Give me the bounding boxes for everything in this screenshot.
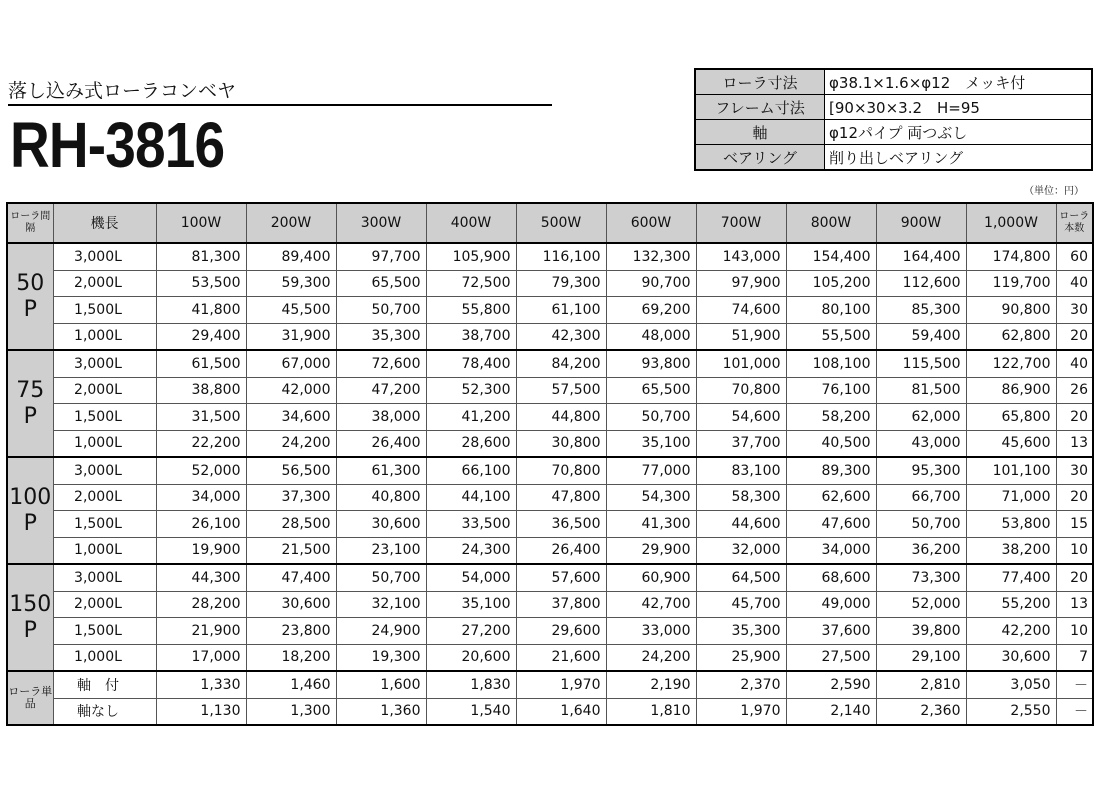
model-number: RH-3816 [10,109,225,181]
price-cell: 164,400 [876,243,966,270]
price-cell: 45,600 [966,430,1056,457]
table-row [7,270,1093,297]
price-cell: 66,100 [426,457,516,484]
roller-count-cell: 10 [1056,618,1093,645]
price-cell: 26,100 [156,511,246,538]
price-cell: 44,300 [156,564,246,591]
price-cell: 29,600 [516,618,606,645]
header-width: 300W [336,203,426,243]
roller-count-cell: 15 [1056,511,1093,538]
table-row [7,511,1093,538]
price-cell: 50,700 [606,404,696,431]
price-cell: 32,000 [696,537,786,564]
table-row [7,591,1093,618]
price-cell: 20,600 [426,644,516,671]
unit-note: （単位：円） [1024,186,1084,197]
price-cell: 97,900 [696,270,786,297]
price-cell: 97,700 [336,243,426,270]
price-cell: 33,500 [426,511,516,538]
roller-count-cell: 20 [1056,564,1093,591]
pitch-label: 100 P [7,457,53,564]
table-row [7,297,1093,324]
header-roller-count: ローラ本数 [1056,203,1093,243]
roller-count-cell: 26 [1056,377,1093,404]
price-cell: 44,600 [696,511,786,538]
price-cell: 29,400 [156,323,246,350]
price-cell: 154,400 [786,243,876,270]
price-cell: 42,000 [246,377,336,404]
price-cell: 115,500 [876,350,966,377]
length-cell: 1,500L [53,511,156,538]
length-cell: 1,000L [53,430,156,457]
price-cell: 84,200 [516,350,606,377]
price-cell: 43,000 [876,430,966,457]
roller-count-cell: 40 [1056,350,1093,377]
price-cell: 35,100 [426,591,516,618]
price-cell: 37,300 [246,484,336,511]
price-cell: 70,800 [696,377,786,404]
length-cell: 3,000L [53,564,156,591]
header-width: 100W [156,203,246,243]
price-cell: 77,000 [606,457,696,484]
title-rule [8,104,552,106]
price-cell: 1,970 [696,698,786,725]
price-cell: 2,810 [876,671,966,698]
price-cell: 1,360 [336,698,426,725]
price-cell: 67,000 [246,350,336,377]
price-table [6,202,1094,726]
table-row [7,698,1093,725]
price-cell: 23,100 [336,537,426,564]
price-cell: 21,600 [516,644,606,671]
price-cell: 65,500 [606,377,696,404]
price-cell: 47,200 [336,377,426,404]
price-cell: 2,190 [606,671,696,698]
price-cell: 122,700 [966,350,1056,377]
price-cell: 41,200 [426,404,516,431]
price-cell: 1,970 [516,671,606,698]
price-cell: 38,000 [336,404,426,431]
price-cell: 62,800 [966,323,1056,350]
price-cell: 59,300 [246,270,336,297]
price-cell: 71,000 [966,484,1056,511]
price-cell: 34,000 [786,537,876,564]
price-cell: 101,000 [696,350,786,377]
price-cell: 34,000 [156,484,246,511]
price-cell: 49,000 [786,591,876,618]
price-cell: 35,300 [336,323,426,350]
length-cell: 2,000L [53,270,156,297]
price-cell: 30,600 [246,591,336,618]
price-cell: 68,600 [786,564,876,591]
price-cell: 19,300 [336,644,426,671]
spec-key: ベアリング [695,145,825,171]
price-cell: 51,900 [696,323,786,350]
price-cell: 37,600 [786,618,876,645]
price-cell: 90,700 [606,270,696,297]
table-row [7,537,1093,564]
roller-count-cell: 30 [1056,297,1093,324]
price-cell: 105,900 [426,243,516,270]
price-cell: 1,830 [426,671,516,698]
price-cell: 25,900 [696,644,786,671]
price-cell: 37,800 [516,591,606,618]
price-cell: 80,100 [786,297,876,324]
table-row [7,430,1093,457]
table-row [7,618,1093,645]
price-cell: 86,900 [966,377,1056,404]
header-length: 機長 [53,203,156,243]
roller-count-cell: 13 [1056,430,1093,457]
spec-value: φ12パイプ 両つぶし [825,120,1093,145]
price-cell: 37,700 [696,430,786,457]
header-width: 700W [696,203,786,243]
price-cell: 36,500 [516,511,606,538]
roller-count-cell: 30 [1056,457,1093,484]
price-cell: 36,200 [876,537,966,564]
price-cell: 21,500 [246,537,336,564]
length-cell: 2,000L [53,377,156,404]
header-width: 200W [246,203,336,243]
price-cell: 52,000 [876,591,966,618]
price-cell: 65,500 [336,270,426,297]
price-cell: 81,300 [156,243,246,270]
price-cell: 1,600 [336,671,426,698]
roller-count-cell: 10 [1056,537,1093,564]
price-cell: 41,800 [156,297,246,324]
length-cell: 2,000L [53,484,156,511]
price-cell: 72,600 [336,350,426,377]
spec-value: [90×30×3.2 H=95 [825,95,1093,120]
price-cell: 60,900 [606,564,696,591]
spec-key: フレーム寸法 [695,95,825,120]
price-cell: 47,400 [246,564,336,591]
price-table-header [7,203,1093,243]
price-cell: 52,000 [156,457,246,484]
price-cell: 79,300 [516,270,606,297]
price-cell: 76,100 [786,377,876,404]
price-cell: 62,600 [786,484,876,511]
price-cell: 24,200 [606,644,696,671]
price-cell: 61,100 [516,297,606,324]
length-cell: 1,500L [53,618,156,645]
price-cell: 50,700 [336,297,426,324]
price-cell: 27,200 [426,618,516,645]
table-row [7,564,1093,591]
price-cell: 45,700 [696,591,786,618]
price-cell: 22,200 [156,430,246,457]
price-cell: 2,140 [786,698,876,725]
price-cell: 132,300 [606,243,696,270]
length-cell: 軸 付 [53,671,156,698]
roller-count-cell: 20 [1056,323,1093,350]
pitch-label: ローラ単品 [7,671,53,725]
price-cell: 54,600 [696,404,786,431]
header-width: 900W [876,203,966,243]
price-cell: 89,300 [786,457,876,484]
price-cell: 40,800 [336,484,426,511]
price-cell: 143,000 [696,243,786,270]
header-width: 400W [426,203,516,243]
price-cell: 116,100 [516,243,606,270]
price-cell: 56,500 [246,457,336,484]
table-row [7,323,1093,350]
roller-count-cell: － [1056,698,1093,725]
price-cell: 57,500 [516,377,606,404]
table-row [7,644,1093,671]
price-cell: 28,500 [246,511,336,538]
price-cell: 3,050 [966,671,1056,698]
price-cell: 50,700 [336,564,426,591]
roller-count-cell: 20 [1056,404,1093,431]
price-cell: 93,800 [606,350,696,377]
price-cell: 108,100 [786,350,876,377]
price-cell: 19,900 [156,537,246,564]
table-row [7,377,1093,404]
price-cell: 38,700 [426,323,516,350]
price-cell: 65,800 [966,404,1056,431]
price-cell: 47,800 [516,484,606,511]
header-width: 1,000W [966,203,1056,243]
price-cell: 53,800 [966,511,1056,538]
price-cell: 38,800 [156,377,246,404]
price-cell: 23,800 [246,618,336,645]
price-cell: 69,200 [606,297,696,324]
price-cell: 119,700 [966,270,1056,297]
price-cell: 34,600 [246,404,336,431]
price-cell: 50,700 [876,511,966,538]
price-cell: 28,200 [156,591,246,618]
price-cell: 27,500 [786,644,876,671]
price-cell: 95,300 [876,457,966,484]
spec-row [695,95,1092,120]
table-row [7,484,1093,511]
spec-table [694,68,1093,171]
length-cell: 1,000L [53,323,156,350]
price-cell: 77,400 [966,564,1056,591]
price-cell: 105,200 [786,270,876,297]
price-cell: 55,200 [966,591,1056,618]
price-cell: 2,360 [876,698,966,725]
price-cell: 21,900 [156,618,246,645]
price-cell: 54,300 [606,484,696,511]
header-width: 500W [516,203,606,243]
price-cell: 40,500 [786,430,876,457]
spec-value: 削り出しベアリング [825,145,1093,171]
price-cell: 62,000 [876,404,966,431]
price-cell: 1,330 [156,671,246,698]
price-cell: 44,100 [426,484,516,511]
price-cell: 39,800 [876,618,966,645]
price-cell: 72,500 [426,270,516,297]
roller-count-cell: 7 [1056,644,1093,671]
catalog-subtitle: 落し込み式ローラコンベヤ [8,80,237,102]
length-cell: 軸なし [53,698,156,725]
price-cell: 66,700 [876,484,966,511]
price-cell: 59,400 [876,323,966,350]
roller-count-cell: 40 [1056,270,1093,297]
table-row [7,243,1093,270]
price-cell: 29,900 [606,537,696,564]
price-cell: 52,300 [426,377,516,404]
pitch-label: 50 P [7,243,53,350]
price-cell: 90,800 [966,297,1056,324]
price-cell: 53,500 [156,270,246,297]
length-cell: 3,000L [53,457,156,484]
price-cell: 18,200 [246,644,336,671]
spec-row [695,120,1092,145]
roller-count-cell: 13 [1056,591,1093,618]
price-cell: 35,300 [696,618,786,645]
price-cell: 45,500 [246,297,336,324]
price-cell: 32,100 [336,591,426,618]
price-cell: 42,700 [606,591,696,618]
price-cell: 2,550 [966,698,1056,725]
roller-count-cell: － [1056,671,1093,698]
price-cell: 1,540 [426,698,516,725]
price-cell: 2,590 [786,671,876,698]
price-cell: 30,800 [516,430,606,457]
price-cell: 174,800 [966,243,1056,270]
price-cell: 42,300 [516,323,606,350]
pitch-label: 150 P [7,564,53,671]
price-cell: 26,400 [336,430,426,457]
length-cell: 3,000L [53,350,156,377]
length-cell: 2,000L [53,591,156,618]
length-cell: 3,000L [53,243,156,270]
price-cell: 29,100 [876,644,966,671]
price-cell: 44,800 [516,404,606,431]
header-roller-pitch: ローラ間隔 [7,203,53,243]
price-cell: 31,500 [156,404,246,431]
price-cell: 30,600 [966,644,1056,671]
price-cell: 1,300 [246,698,336,725]
length-cell: 1,000L [53,537,156,564]
price-cell: 101,100 [966,457,1056,484]
pitch-label: 75 P [7,350,53,457]
price-cell: 26,400 [516,537,606,564]
price-cell: 42,200 [966,618,1056,645]
roller-count-cell: 20 [1056,484,1093,511]
length-cell: 1,500L [53,404,156,431]
price-cell: 1,640 [516,698,606,725]
price-cell: 73,300 [876,564,966,591]
price-cell: 47,600 [786,511,876,538]
price-cell: 30,600 [336,511,426,538]
length-cell: 1,500L [53,297,156,324]
price-cell: 78,400 [426,350,516,377]
roller-count-cell: 60 [1056,243,1093,270]
price-cell: 58,300 [696,484,786,511]
price-cell: 81,500 [876,377,966,404]
price-cell: 1,810 [606,698,696,725]
table-row [7,671,1093,698]
price-cell: 24,300 [426,537,516,564]
price-cell: 70,800 [516,457,606,484]
price-cell: 89,400 [246,243,336,270]
price-cell: 41,300 [606,511,696,538]
price-cell: 35,100 [606,430,696,457]
price-cell: 28,600 [426,430,516,457]
price-cell: 2,370 [696,671,786,698]
price-cell: 74,600 [696,297,786,324]
spec-key: 軸 [695,120,825,145]
header-width: 800W [786,203,876,243]
price-cell: 55,500 [786,323,876,350]
price-cell: 1,130 [156,698,246,725]
table-row [7,457,1093,484]
price-cell: 48,000 [606,323,696,350]
price-cell: 58,200 [786,404,876,431]
price-cell: 57,600 [516,564,606,591]
price-cell: 83,100 [696,457,786,484]
table-row [7,404,1093,431]
price-cell: 24,900 [336,618,426,645]
price-cell: 55,800 [426,297,516,324]
price-cell: 33,000 [606,618,696,645]
price-cell: 61,500 [156,350,246,377]
price-cell: 1,460 [246,671,336,698]
price-cell: 17,000 [156,644,246,671]
price-cell: 38,200 [966,537,1056,564]
header-width: 600W [606,203,696,243]
price-cell: 54,000 [426,564,516,591]
price-cell: 112,600 [876,270,966,297]
price-cell: 31,900 [246,323,336,350]
spec-row [695,69,1092,95]
price-cell: 24,200 [246,430,336,457]
price-cell: 85,300 [876,297,966,324]
price-cell: 61,300 [336,457,426,484]
spec-key: ローラ寸法 [695,69,825,95]
table-row [7,350,1093,377]
spec-value: φ38.1×1.6×φ12 メッキ付 [825,69,1093,95]
length-cell: 1,000L [53,644,156,671]
price-cell: 64,500 [696,564,786,591]
spec-row [695,145,1092,171]
